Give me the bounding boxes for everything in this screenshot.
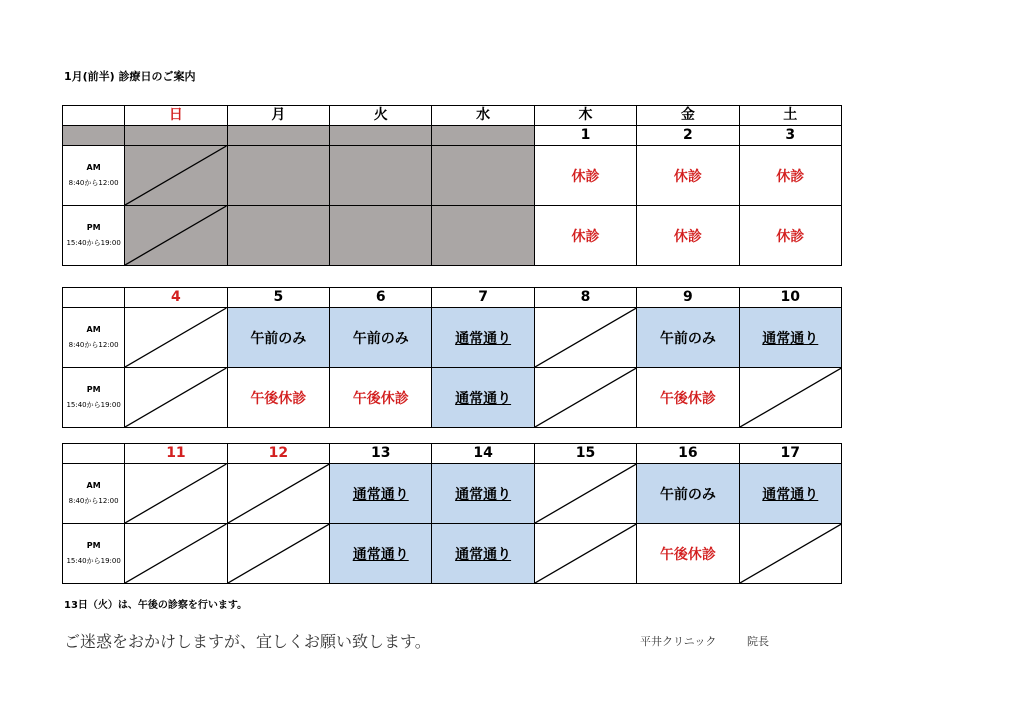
date-cell: 6 — [330, 288, 432, 308]
status-cell — [330, 464, 432, 524]
status-text: 通常通り — [762, 486, 819, 503]
unavailable-cell — [227, 206, 329, 266]
no-service-slash — [125, 464, 226, 523]
clinic-name: 平井クリニック — [640, 635, 717, 648]
status-text: 休診 — [571, 168, 600, 185]
weekday-cell: 水 — [432, 106, 534, 126]
slot-name: PM — [86, 385, 101, 395]
date-cell: 16 — [637, 444, 739, 464]
status-text: 午後休診 — [250, 390, 307, 407]
no-service-slash — [125, 146, 226, 205]
slot-time: 15:40から19:00 — [66, 238, 121, 247]
status-text: 通常通り — [455, 390, 512, 407]
no-service-slash — [535, 524, 636, 583]
slot-name: PM — [86, 223, 101, 233]
no-service-slash — [125, 206, 226, 265]
status-cell — [739, 146, 841, 206]
status-text: 通常通り — [352, 486, 409, 503]
status-text: 通常通り — [762, 330, 819, 347]
status-text: 通常通り — [455, 330, 512, 347]
am-row — [63, 308, 842, 368]
weekday-cell: 日 — [125, 106, 227, 126]
status-text: 午後休診 — [352, 390, 409, 407]
no-service-slash — [228, 464, 329, 523]
status-cell — [637, 524, 739, 584]
status-cell — [637, 464, 739, 524]
am-row — [63, 464, 842, 524]
week-table — [62, 105, 842, 266]
date-cell: 4 — [125, 288, 227, 308]
weekday-cell: 金 — [637, 106, 739, 126]
closed-cell — [125, 308, 227, 368]
date-cell — [330, 126, 432, 146]
no-service-slash — [740, 368, 841, 427]
date-cell: 14 — [432, 444, 534, 464]
date-cell — [125, 126, 227, 146]
status-text: 午前のみ — [352, 330, 409, 347]
pm-row — [63, 368, 842, 428]
slot-time: 15:40から19:00 — [66, 400, 121, 409]
status-cell — [739, 308, 841, 368]
slot-label — [63, 161, 124, 190]
status-cell — [432, 524, 534, 584]
pm-label-cell — [63, 206, 125, 266]
page-title: 1月(前半) 診療日のご案内 — [64, 70, 196, 83]
status-cell — [637, 308, 739, 368]
unavailable-cell — [125, 206, 227, 266]
slot-label — [63, 383, 124, 412]
closed-cell — [227, 524, 329, 584]
closing-message: ご迷惑をおかけしますが、宜しくお願い致します。 — [64, 632, 431, 651]
status-text: 休診 — [776, 228, 805, 245]
date-cell: 13 — [330, 444, 432, 464]
date-cell: 3 — [739, 126, 841, 146]
closed-cell — [739, 524, 841, 584]
status-cell — [432, 368, 534, 428]
corner-cell — [63, 444, 125, 464]
weekday-cell: 土 — [739, 106, 841, 126]
date-cell: 11 — [125, 444, 227, 464]
status-text: 午前のみ — [659, 330, 716, 347]
no-service-slash — [535, 368, 636, 427]
date-row — [63, 126, 842, 146]
slot-label — [63, 323, 124, 352]
status-text: 休診 — [776, 168, 805, 185]
closed-cell — [534, 524, 636, 584]
status-cell — [739, 206, 841, 266]
pm-label-cell — [63, 524, 125, 584]
pm-row — [63, 524, 842, 584]
pm-row — [63, 206, 842, 266]
status-cell — [637, 206, 739, 266]
slot-name: AM — [86, 481, 101, 491]
slot-time: 8:40から12:00 — [68, 178, 119, 187]
date-cell: 1 — [534, 126, 636, 146]
status-cell — [330, 368, 432, 428]
closed-cell — [739, 368, 841, 428]
status-text: 休診 — [673, 168, 702, 185]
status-cell — [227, 368, 329, 428]
corner-cell — [63, 288, 125, 308]
am-label-cell — [63, 464, 125, 524]
unavailable-cell — [125, 146, 227, 206]
status-cell — [637, 146, 739, 206]
closed-cell — [125, 524, 227, 584]
status-cell — [637, 368, 739, 428]
status-cell — [330, 308, 432, 368]
slot-name: AM — [86, 163, 101, 173]
closed-cell — [534, 464, 636, 524]
status-text: 休診 — [673, 228, 702, 245]
slot-name: AM — [86, 325, 101, 335]
date-row — [63, 444, 842, 464]
unavailable-cell — [432, 206, 534, 266]
slot-time: 8:40から12:00 — [68, 496, 119, 505]
weekday-cell: 月 — [227, 106, 329, 126]
date-cell: 2 — [637, 126, 739, 146]
no-service-slash — [125, 524, 226, 583]
week-table — [62, 287, 842, 428]
closed-cell — [125, 464, 227, 524]
unavailable-cell — [330, 206, 432, 266]
unavailable-cell — [227, 146, 329, 206]
closed-cell — [534, 308, 636, 368]
am-row — [63, 146, 842, 206]
slot-time: 15:40から19:00 — [66, 556, 121, 565]
status-cell — [330, 524, 432, 584]
unavailable-cell — [432, 146, 534, 206]
closed-cell — [534, 368, 636, 428]
status-text: 休診 — [571, 228, 600, 245]
date-cell: 17 — [739, 444, 841, 464]
no-service-slash — [228, 524, 329, 583]
date-cell: 12 — [227, 444, 329, 464]
status-text: 午後休診 — [659, 390, 716, 407]
director-title: 院長 — [747, 635, 769, 648]
no-service-slash — [740, 524, 841, 583]
pm-label-cell — [63, 368, 125, 428]
date-cell — [227, 126, 329, 146]
status-text: 通常通り — [455, 546, 512, 563]
slot-label — [63, 479, 124, 508]
status-cell — [227, 308, 329, 368]
weekday-cell: 火 — [330, 106, 432, 126]
date-cell — [432, 126, 534, 146]
slot-time: 8:40から12:00 — [68, 340, 119, 349]
footnote: 13日（火）は、午後の診察を行います。 — [64, 600, 248, 611]
closed-cell — [227, 464, 329, 524]
status-cell — [432, 464, 534, 524]
date-cell: 10 — [739, 288, 841, 308]
no-service-slash — [125, 308, 226, 367]
date-cell: 7 — [432, 288, 534, 308]
corner-cell — [63, 106, 125, 126]
status-cell — [534, 206, 636, 266]
corner-cell — [63, 126, 125, 146]
weekday-cell: 木 — [534, 106, 636, 126]
unavailable-cell — [330, 146, 432, 206]
date-cell: 9 — [637, 288, 739, 308]
am-label-cell — [63, 146, 125, 206]
status-cell — [534, 146, 636, 206]
date-cell: 8 — [534, 288, 636, 308]
no-service-slash — [125, 368, 226, 427]
status-cell — [739, 464, 841, 524]
no-service-slash — [535, 464, 636, 523]
status-text: 通常通り — [455, 486, 512, 503]
date-cell: 15 — [534, 444, 636, 464]
status-text: 午後休診 — [659, 546, 716, 563]
am-label-cell — [63, 308, 125, 368]
slot-label — [63, 221, 124, 250]
status-text: 午前のみ — [659, 486, 716, 503]
week-table — [62, 443, 842, 584]
date-row — [63, 288, 842, 308]
status-text: 午前のみ — [250, 330, 307, 347]
date-cell: 5 — [227, 288, 329, 308]
closed-cell — [125, 368, 227, 428]
no-service-slash — [535, 308, 636, 367]
slot-name: PM — [86, 541, 101, 551]
slot-label — [63, 539, 124, 568]
status-text: 通常通り — [352, 546, 409, 563]
weekday-header-row — [63, 106, 842, 126]
status-cell — [432, 308, 534, 368]
